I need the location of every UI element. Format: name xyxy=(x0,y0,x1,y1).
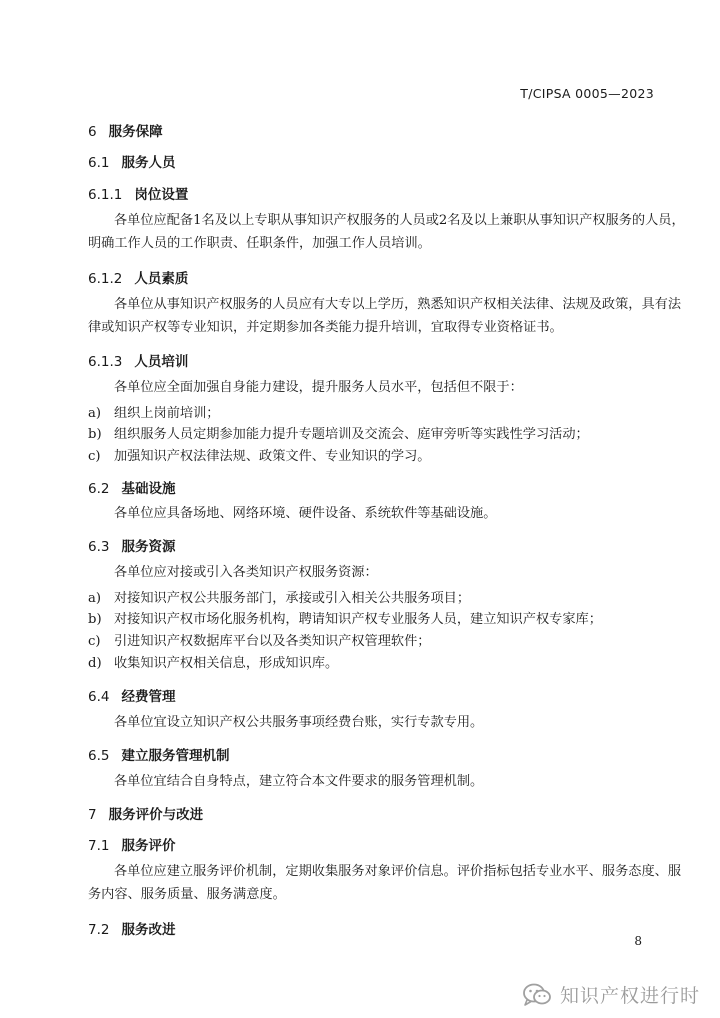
list-item-text: 对接知识产权公共服务部门，承接或引入相关公共服务项目； xyxy=(114,591,471,606)
section-6-5-heading xyxy=(88,744,229,764)
paragraph-line: 各单位应建立服务评价机制，定期收集服务对象评价信息。评价指标包括专业水平、服务态度、服 xyxy=(114,864,682,879)
section-6-2-heading xyxy=(88,477,175,497)
list-item xyxy=(88,445,431,464)
section-number: 7.2 xyxy=(88,922,110,938)
section-number: 6.4 xyxy=(88,689,110,705)
section-6-1-2-heading xyxy=(88,267,188,287)
paragraph-line: 务内容、服务质量、服务满意度。 xyxy=(88,887,286,902)
section-number: 6.1 xyxy=(88,155,110,171)
list-item xyxy=(88,402,220,421)
paragraph-line: 各单位从事知识产权服务的人员应有大专以上学历，熟悉知识产权相关法律、法规及政策，具有法 xyxy=(114,297,682,312)
section-title: 服务保障 xyxy=(108,124,163,140)
section-title: 建立服务管理机制 xyxy=(121,748,230,764)
section-title: 服务改进 xyxy=(121,922,176,938)
paragraph-line: 各单位应对接或引入各类知识产权服务资源： xyxy=(114,565,378,580)
section-6-1-3-heading xyxy=(88,350,188,370)
section-title: 服务资源 xyxy=(121,539,176,555)
list-marker: a) xyxy=(88,406,102,421)
list-item xyxy=(88,630,431,649)
paragraph-line: 明确工作人员的工作职责、任职条件，加强工作人员培训。 xyxy=(88,236,431,251)
standard-code: T/CIPSA 0005—2023 xyxy=(520,86,654,101)
list-item xyxy=(88,608,602,627)
section-title: 服务评价 xyxy=(121,838,176,854)
section-title: 经费管理 xyxy=(121,689,176,705)
list-marker: b) xyxy=(88,612,102,627)
section-number: 6.5 xyxy=(88,748,110,764)
section-number: 6.3 xyxy=(88,539,110,555)
section-6-heading xyxy=(88,120,163,140)
paragraph-line: 律或知识产权等专业知识，并定期参加各类能力提升培训，宜取得专业资格证书。 xyxy=(88,320,563,335)
watermark-text: 知识产权进行时 xyxy=(559,985,700,1007)
list-item xyxy=(88,423,589,442)
watermark xyxy=(522,981,700,1008)
section-number: 6.2 xyxy=(88,481,110,497)
section-number: 6 xyxy=(88,124,97,140)
paragraph-line: 各单位应配备1名及以上专职从事知识产权服务的人员或2名及以上兼职从事知识产权服务的人员， xyxy=(114,213,685,228)
section-title: 人员素质 xyxy=(134,271,189,287)
list-marker: c) xyxy=(88,449,101,464)
section-6-1-heading xyxy=(88,151,175,171)
paragraph-line: 各单位应具备场地、网络环境、硬件设备、系统软件等基础设施。 xyxy=(114,506,497,521)
list-item xyxy=(88,652,338,671)
list-item-text: 收集知识产权相关信息，形成知识库。 xyxy=(114,656,339,671)
list-item-text: 组织服务人员定期参加能力提升专题培训及交流会、庭审旁听等实践性学习活动； xyxy=(114,427,589,442)
paragraph-line: 各单位宜结合自身特点，建立符合本文件要求的服务管理机制。 xyxy=(114,774,484,789)
section-number: 6.1.3 xyxy=(88,354,123,370)
section-number: 7 xyxy=(88,807,97,823)
section-6-3-heading xyxy=(88,535,175,555)
list-item-text: 组织上岗前培训； xyxy=(114,406,220,421)
section-7-heading xyxy=(88,803,203,823)
list-item xyxy=(88,587,470,606)
section-6-1-1-heading xyxy=(88,183,188,203)
section-title: 人员培训 xyxy=(134,354,189,370)
list-item-text: 对接知识产权市场化服务机构，聘请知识产权专业服务人员，建立知识产权专家库； xyxy=(114,612,602,627)
section-6-4-heading xyxy=(88,685,175,705)
section-number: 6.1.1 xyxy=(88,187,123,203)
paragraph-line: 各单位宜设立知识产权公共服务事项经费台账，实行专款专用。 xyxy=(114,715,484,730)
list-item-text: 加强知识产权法律法规、政策文件、专业知识的学习。 xyxy=(114,449,431,464)
section-7-2-heading xyxy=(88,918,175,938)
section-title: 服务评价与改进 xyxy=(108,807,204,823)
section-title: 岗位设置 xyxy=(134,187,189,203)
section-title: 服务人员 xyxy=(121,155,176,171)
list-marker: a) xyxy=(88,591,102,606)
list-marker: d) xyxy=(88,656,102,671)
wechat-icon xyxy=(522,982,552,1008)
list-item-text: 引进知识产权数据库平台以及各类知识产权管理软件； xyxy=(114,634,431,649)
section-number: 6.1.2 xyxy=(88,271,123,287)
list-marker: c) xyxy=(88,634,101,649)
section-title: 基础设施 xyxy=(121,481,176,497)
page-number: 8 xyxy=(634,934,642,948)
paragraph-line: 各单位应全面加强自身能力建设，提升服务人员水平，包括但不限于： xyxy=(114,380,523,395)
list-marker: b) xyxy=(88,427,102,442)
section-7-1-heading xyxy=(88,834,175,854)
section-number: 7.1 xyxy=(88,838,110,854)
